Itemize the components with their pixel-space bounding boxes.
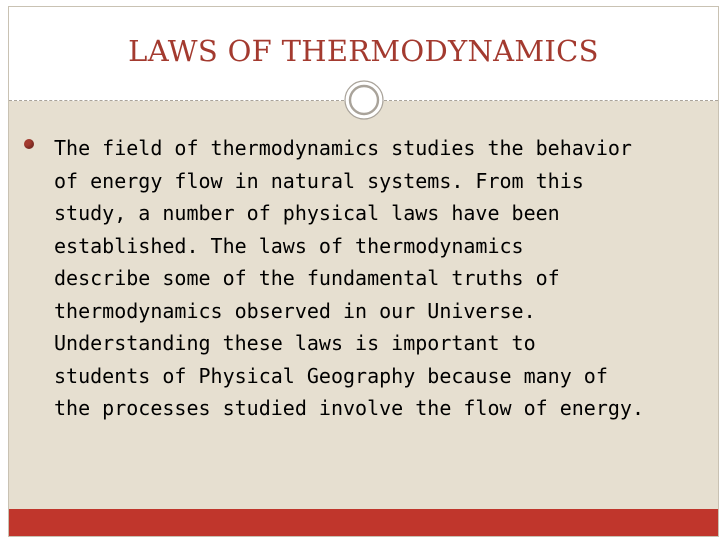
content-area	[9, 101, 718, 509]
bottom-bar	[9, 509, 718, 536]
bullet-text: The field of thermodynamics studies the behavior of energy flow in natural systems. From this study, a number of physical laws have been established. The laws of thermodynamics describe some of the fundamental truths of thermodynamics observed in our Universe. Understanding these laws is important to students of Physical Geography because many of the processes studied involve the flow of energy.	[54, 136, 645, 420]
bullet-dot-icon	[24, 139, 34, 149]
circle-emblem-icon	[344, 80, 384, 120]
slide-title: LAWS OF THERMODYNAMICS	[128, 34, 599, 68]
